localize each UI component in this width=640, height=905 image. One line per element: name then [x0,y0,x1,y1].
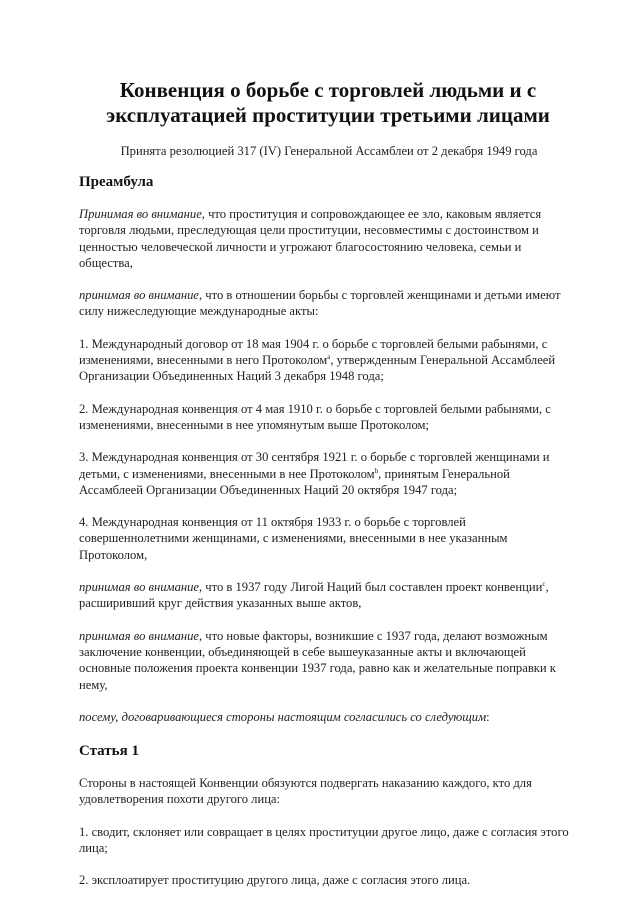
document-title-line1: Конвенция о борьбе с торговлей людьми и с [119,78,537,102]
paragraph-text: 4. Международная конвенция от 11 октября 1933 г. о борьбе с торговлей совершеннолетними женщинами, с изменениями, внесенными в нее указанным Протоколом, [79,515,508,562]
preamble-closing [79,709,569,725]
italic-lead: принимая во внимание [79,580,199,595]
document-page [79,78,569,889]
paragraph-text: , что новые факторы, возникшие с 1937 года, делают возможным заключение конвенции, объединяющей в себе вышеуказанные акты и включающей основные положения проекта конвенции 1937 года, равно как и желательные поправки к нему, [79,628,556,692]
paragraph-text: , что в отношении борьбы с торговлей женщинами и детьми имеют силу нижеследующие международные акты: [79,288,561,319]
italic-lead: посему, договаривающиеся стороны настоящим согласились со следующим [79,709,487,724]
article-1-item-2: 2. эксплоатирует проституцию другого лица, даже с согласия этого лица. [79,873,471,888]
italic-lead: принимая во внимание [79,628,199,643]
article-1-item-1: 1. сводит, склоняет или совращает в целях проституции другое лицо, даже с согласия этого лица; [79,824,569,856]
article-1-heading: Статья 1 [79,743,139,760]
preamble-paragraph-2 [79,287,569,320]
document-title-line2: эксплуатацией проституции третьими лицами [106,103,550,127]
paragraph-text: , утвержденным Генеральной Ассамблеей Организации Объединенных Наций 3 декабря 1948 года; [79,353,556,384]
preamble-heading: Преамбула [79,174,154,190]
paragraph-text: , расширивший круг действия указанных выше актов, [79,580,549,611]
preamble-paragraph-4 [79,628,569,693]
preamble-item-4 [79,514,569,563]
italic-lead: Принимая во внимание [79,207,202,221]
preamble-item-1 [79,336,569,385]
paragraph-text: 2. Международная конвенция от 4 мая 1910 г. о борьбе с торговлей белыми рабынями, с изменениями, внесенными в нее упомянутым выше Протоколом; [79,401,551,432]
preamble-paragraph-1 [79,206,569,271]
paragraph-text: 3. Международная конвенция от 30 сентября 1921 г. о борьбе с торговлей женщинами и детьми, с изменениями, внесенными в нее Протоколом [79,450,550,481]
footnote-ref-a: a [327,352,331,361]
paragraph-text: , принятым Генеральной Ассамблеей Организации Объединенных Наций 20 октября 1947 года; [79,466,510,497]
adoption-subtitle: Принята резолюцией 317 (IV) Генеральной Ассамблеи от 2 декабря 1949 года [120,144,538,158]
document-title [79,78,569,128]
footnote-ref-c: c [542,579,546,588]
italic-lead: принимая во внимание [79,288,199,303]
preamble-item-3 [79,449,569,498]
preamble-paragraph-3 [79,579,569,612]
preamble-item-2 [79,401,569,434]
paragraph-text: , что в 1937 году Лигой Наций был составлен проект конвенции [199,580,543,595]
footnote-ref-b: b [374,466,379,475]
paragraph-text: : [486,709,490,724]
article-1-paragraph-intro: Стороны в настоящей Конвенции обязуются подвергать наказанию каждого, кто для удовлетворения похоти другого лица: [79,776,532,807]
paragraph-text: , что проституция и сопровождающее ее зло, каковым является торговля людьми, преследующая цели проституции, несовместимы с достоинством и ценностью человеческой личности и угрожают благосостоянию человека, семьи и общества, [79,207,542,270]
paragraph-text: 1. Международный договор от 18 мая 1904 г. о борьбе с торговлей белыми рабынями, с изменениями, внесенными в него Протоколом [79,336,548,368]
